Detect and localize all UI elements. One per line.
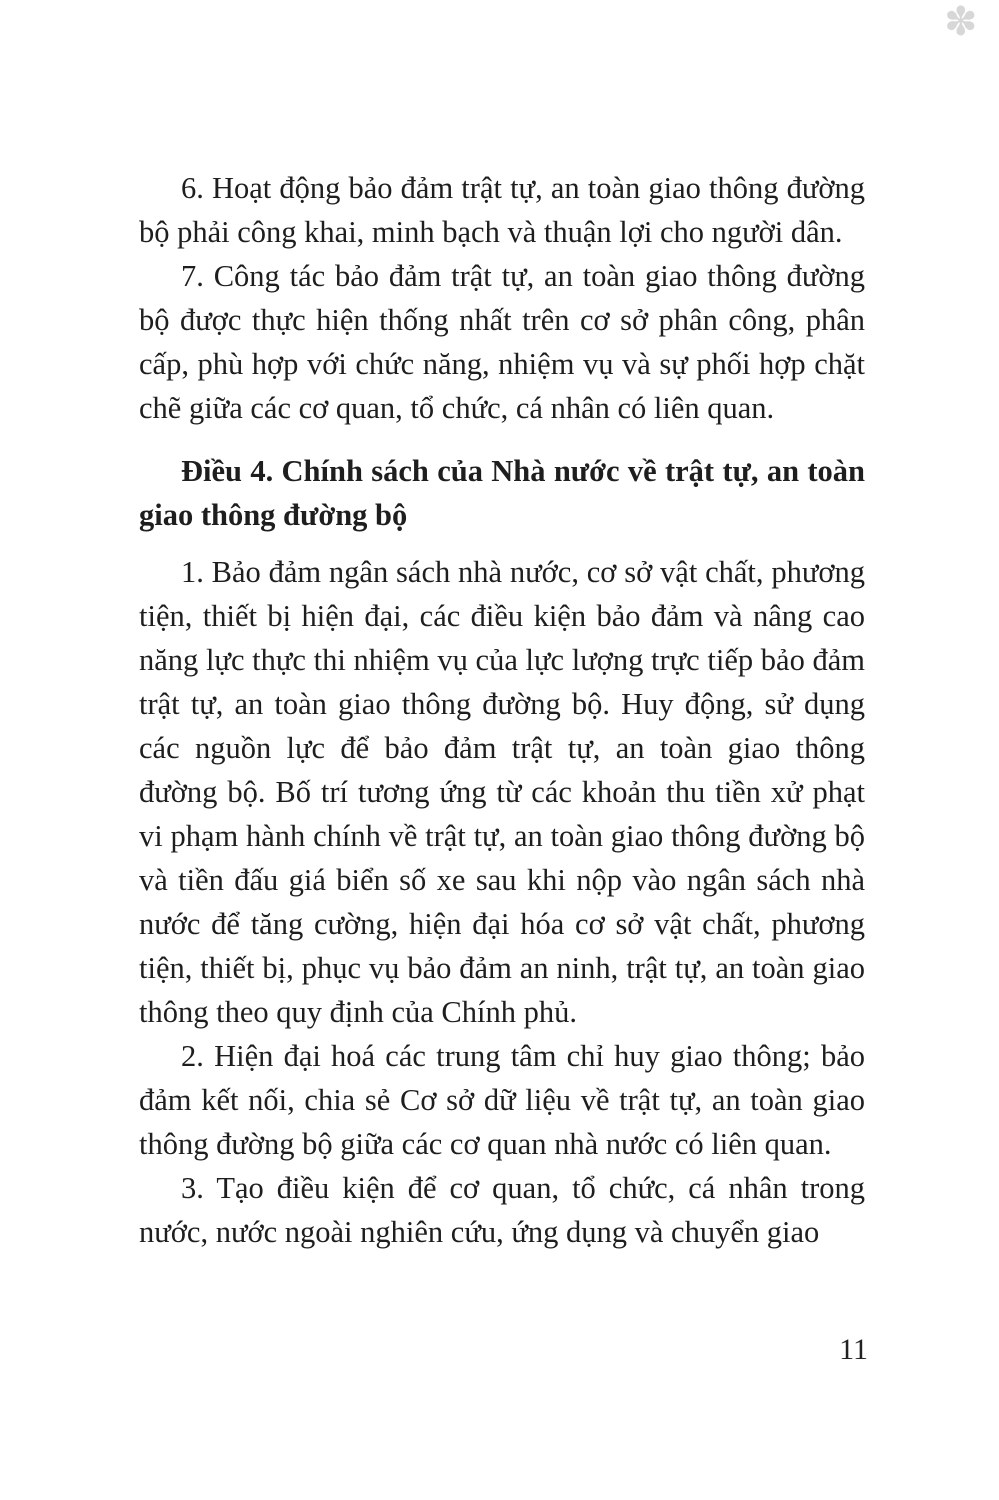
paragraph-clause-1: 1. Bảo đảm ngân sách nhà nước, cơ sở vật chất, phương tiện, thiết bị hiện đại, các điều kiện bảo đảm và nâng cao năng lực thực thi nhiệm vụ của lực lượng trực tiếp bảo đảm trật tự, an toàn giao thông đường bộ. Huy động, sử dụng các nguồn lực để bảo đảm trật tự, an toàn giao thông đường bộ. Bố trí tương ứng từ các khoản thu tiền xử phạt vi phạm hành chính về trật tự, an toàn giao thông đường bộ và tiền đấu giá biển số xe sau khi nộp vào ngân sách nhà nước để tăng cường, hiện đại hóa cơ sở vật chất, phương tiện, thiết bị, phục vụ bảo đảm an ninh, trật tự, an toàn giao thông theo quy định của Chính phủ.	[139, 555, 865, 1029]
page-number: 11	[839, 1333, 868, 1366]
flower-watermark-icon: ✽	[944, 0, 978, 44]
paragraph-clause-7: 7. Công tác bảo đảm trật tự, an toàn giao thông đường bộ được thực hiện thống nhất trên cơ sở phân công, phân cấp, phù hợp với chức năng, nhiệm vụ và sự phối hợp chặt chẽ giữa các cơ quan, tổ chức, cá nhân có liên quan.	[139, 259, 865, 425]
paragraph-clause-3: 3. Tạo điều kiện để cơ quan, tổ chức, cá nhân trong nước, nước ngoài nghiên cứu, ứng dụng và chuyển giao	[139, 1171, 865, 1249]
paragraph-clause-2: 2. Hiện đại hoá các trung tâm chỉ huy giao thông; bảo đảm kết nối, chia sẻ Cơ sở dữ liệu về trật tự, an toàn giao thông đường bộ giữa các cơ quan nhà nước có liên quan.	[139, 1039, 865, 1161]
paragraph-clause-6: 6. Hoạt động bảo đảm trật tự, an toàn giao thông đường bộ phải công khai, minh bạch và thuận lợi cho người dân.	[139, 171, 865, 249]
article-4-heading: Điều 4. Chính sách của Nhà nước về trật tự, an toàn giao thông đường bộ	[139, 454, 865, 532]
page-text-block	[139, 166, 865, 1254]
